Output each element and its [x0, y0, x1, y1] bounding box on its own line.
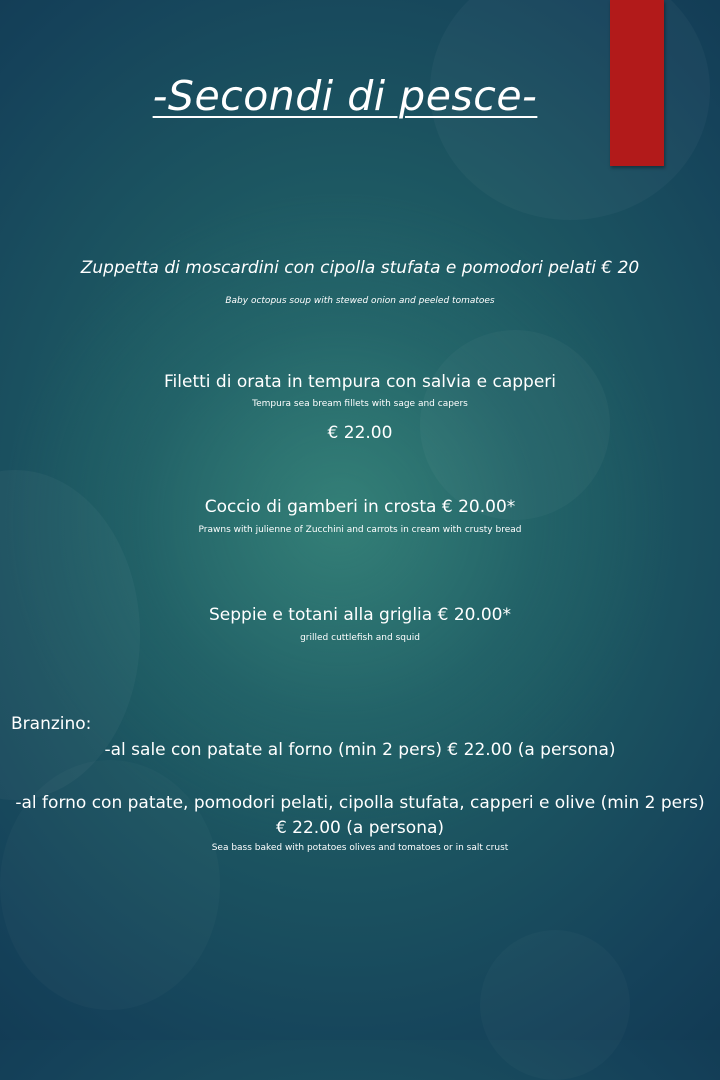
dish-name-gamberi: Coccio di gamberi in crosta € 20.00* — [204, 497, 516, 517]
branzino-heading: Branzino: — [11, 714, 92, 734]
branzino-option-salt: -al sale con patate al forno (min 2 pers) € 22.00 (a persona) — [104, 740, 616, 760]
dish-description-orata: Tempura sea bream fillets with sage and capers — [252, 399, 468, 409]
branzino-description: Sea bass baked with potatoes olives and tomatoes or in salt crust — [211, 843, 509, 853]
dish-description-seppie: grilled cuttlefish and squid — [300, 633, 420, 643]
dish-description-zuppetta: Baby octopus soup with stewed onion and peeled tomatoes — [225, 296, 495, 306]
dish-name-seppie: Seppie e totani alla griglia € 20.00* — [209, 605, 511, 625]
branzino-option-oven-price: € 22.00 (a persona) — [275, 818, 445, 838]
dish-name-orata: Filetti di orata in tempura con salvia e capperi — [164, 372, 556, 392]
page-title: -Secondi di pesce- — [152, 72, 538, 120]
dish-name-zuppetta: Zuppetta di moscardini con cipolla stufata e pomodori pelati € 20 — [80, 258, 640, 278]
dish-description-gamberi: Prawns with julienne of Zucchini and carrots in cream with crusty bread — [198, 525, 522, 535]
background-bokeh-circle — [480, 930, 630, 1080]
dish-price-orata: € 22.00 — [327, 423, 393, 443]
branzino-option-oven: -al forno con patate, pomodori pelati, cipolla stufata, capperi e olive (min 2 pers) — [15, 793, 705, 813]
